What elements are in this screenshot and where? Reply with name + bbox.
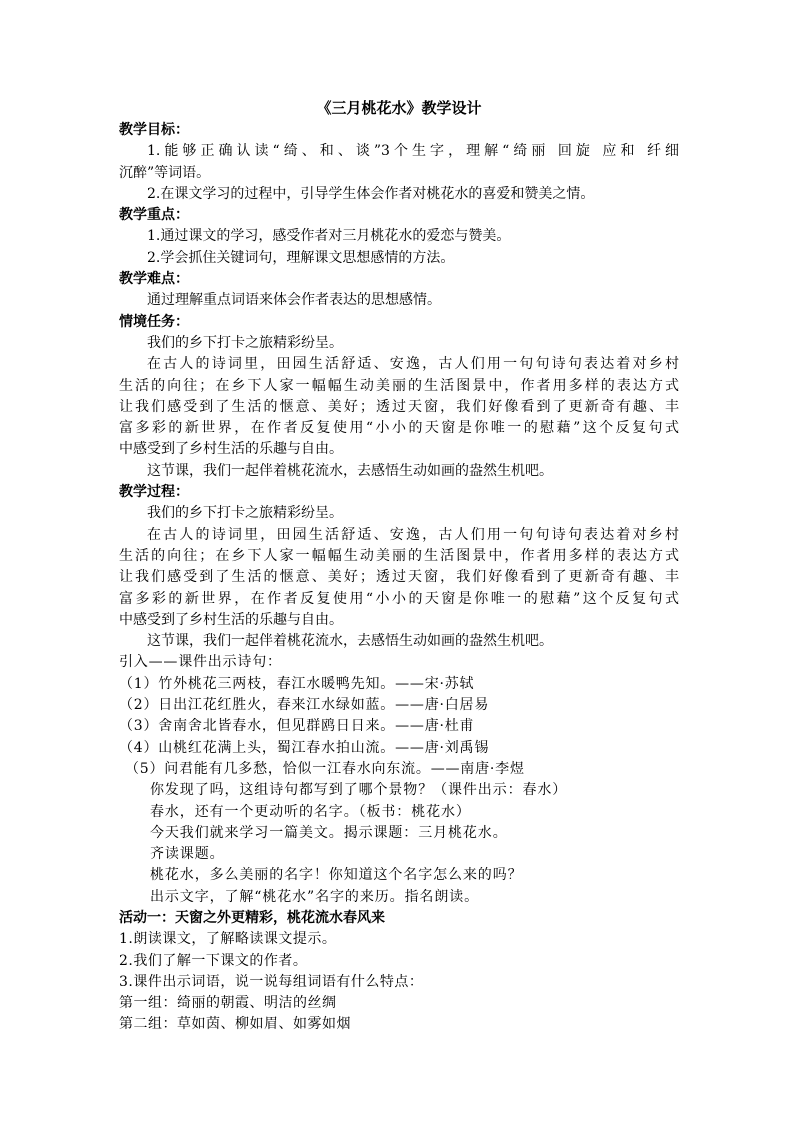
process-paragraph-3: 这节课，我们一起伴着桃花流水，去感悟生动如画的盎然生机吧。 xyxy=(147,633,553,650)
activity-1-group-1: 第一组：绮丽的朝霞、明洁的丝绸 xyxy=(119,995,337,1012)
task-heading: 情境任务： xyxy=(119,313,189,330)
key-points-item-2: 2.学会抓住关键词句，理解课文思想感情的方法。 xyxy=(147,249,455,266)
poem-line-2: （2）日出江花红胜火，春来江水绿如蓝。——唐·白居易 xyxy=(119,697,490,714)
key-points-heading: 教学重点： xyxy=(119,207,189,224)
activity-1-step-1: 1.朗读课文，了解略读课文提示。 xyxy=(119,931,337,948)
process-intro: 引入——课件出示诗句： xyxy=(119,654,282,671)
process-paragraph-2-line-5: 中感受到了乡村生活的乐趣与自由。 xyxy=(119,611,343,628)
activity-1-heading: 活动一：天窗之外更精彩，桃花流水春风来 xyxy=(119,909,385,926)
goals-heading: 教学目标： xyxy=(119,122,189,138)
poem-line-3: （3）舍南舍北皆春水，但见群鸥日日来。——唐·杜甫 xyxy=(119,718,475,735)
goals-item-1-line-1: 1.能够正确认读“绮、和、谈”3个生字，理解“绮丽 回旋 应和 纤细 xyxy=(147,143,679,160)
question-5: 桃花水，多么美丽的名字！你知道这个名字怎么来的吗？ xyxy=(150,867,523,884)
task-paragraph-2-line-2: 生活的向往；在乡下人家一幅幅生动美丽的生活图景中，作者用多样的表达方式 xyxy=(119,377,679,394)
task-paragraph-1: 我们的乡下打卡之旅精彩纷呈。 xyxy=(147,334,343,351)
activity-1-step-3: 3.课件出示词语，说一说每组词语有什么特点： xyxy=(119,973,424,990)
task-paragraph-3: 这节课，我们一起伴着桃花流水，去感悟生动如画的盎然生机吧。 xyxy=(147,462,553,479)
question-2: 春水，还有一个更动听的名字。（板书：桃花水） xyxy=(150,803,471,820)
question-4: 齐读课题。 xyxy=(150,846,225,863)
process-paragraph-2-line-2: 生活的向往；在乡下人家一幅幅生动美丽的生活图景中，作者用多样的表达方式 xyxy=(119,547,679,564)
question-3: 今天我们就来学习一篇美文。揭示课题：三月桃花水。 xyxy=(150,824,508,841)
poem-line-1: （1）竹外桃花三两枝，春江水暖鸭先知。——宋·苏轼 xyxy=(119,675,475,692)
process-paragraph-1: 我们的乡下打卡之旅精彩纷呈。 xyxy=(147,505,343,522)
process-paragraph-2-line-1: 在古人的诗词里，田园生活舒适、安逸，古人们用一句句诗句表达着对乡村 xyxy=(147,526,679,543)
activity-1-group-2: 第二组：草如茵、柳如眉、如雾如烟 xyxy=(119,1016,351,1033)
question-1: 你发现了吗，这组诗句都写到了哪个景物？（课件出示：春水） xyxy=(150,782,568,799)
key-points-item-1: 1.通过课文的学习，感受作者对三月桃花水的爱恋与赞美。 xyxy=(147,228,511,245)
poem-line-5: （5）问君能有几多愁，恰似一江春水向东流。——南唐·李煜 xyxy=(125,760,525,777)
goals-item-1-line-2: 沉醉”等词语。 xyxy=(119,164,211,181)
task-paragraph-2-line-3: 让我们感受到了生活的惬意、美好；透过天窗，我们好像看到了更新奇有趣、丰 xyxy=(119,398,679,415)
poem-line-4: （4）山桃红花满上头，蜀江春水拍山流。——唐·刘禹锡 xyxy=(119,739,490,756)
document-title: 《三月桃花水》教学设计 xyxy=(316,99,482,117)
activity-1-step-2: 2.我们了解一下课文的作者。 xyxy=(119,952,308,969)
difficulties-item-1: 通过理解重点词语来体会作者表达的思想感情。 xyxy=(147,292,441,309)
task-paragraph-2-line-4: 富多彩的新世界，在作者反复使用“小小的天窗是你唯一的慰藉”这个反复句式 xyxy=(119,420,679,437)
question-6: 出示文字，了解“桃花水”名字的来历。指名朗读。 xyxy=(150,888,480,905)
process-heading: 教学过程： xyxy=(119,484,189,501)
difficulties-heading: 教学难点： xyxy=(119,271,189,288)
document-page xyxy=(119,96,679,1036)
goals-item-2: 2.在课文学习的过程中，引导学生体会作者对桃花水的喜爱和赞美之情。 xyxy=(147,185,595,202)
process-paragraph-2-line-3: 让我们感受到了生活的惬意、美好；透过天窗，我们好像看到了更新奇有趣、丰 xyxy=(119,569,679,586)
task-paragraph-2-line-1: 在古人的诗词里，田园生活舒适、安逸，古人们用一句句诗句表达着对乡村 xyxy=(147,356,679,373)
task-paragraph-2-line-5: 中感受到了乡村生活的乐趣与自由。 xyxy=(119,441,343,458)
process-paragraph-2-line-4: 富多彩的新世界，在作者反复使用“小小的天窗是你唯一的慰藉”这个反复句式 xyxy=(119,590,679,607)
